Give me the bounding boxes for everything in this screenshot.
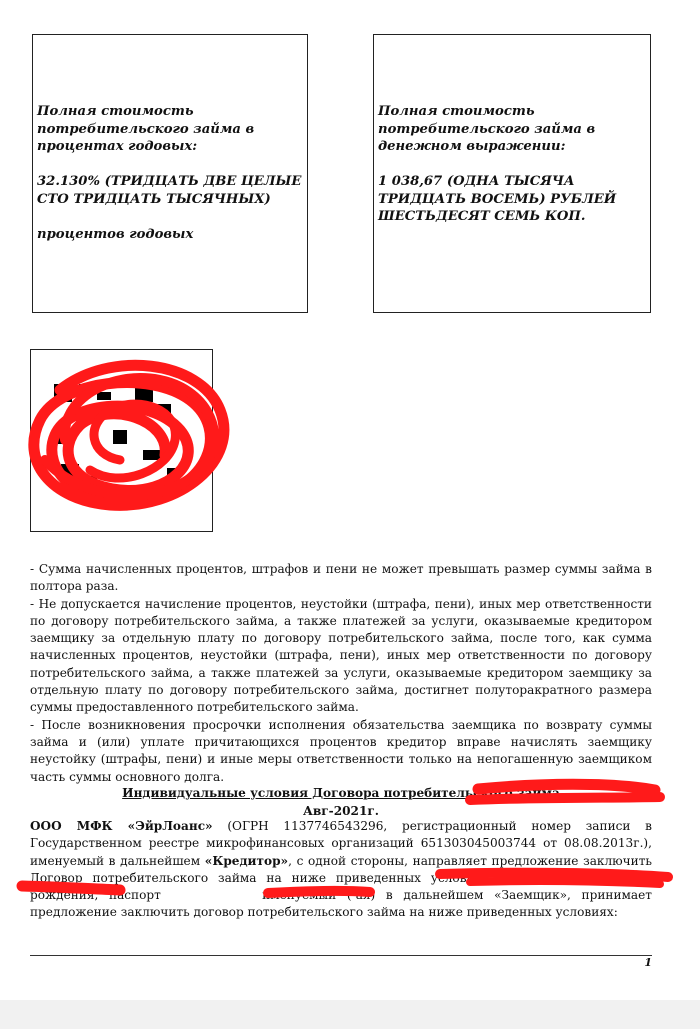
contract-title [30,784,652,820]
footer-divider [30,955,652,956]
cost-money-heading: Полная стоимость потребительского займа в денежном выражении: [378,104,596,154]
page-number: 1 [644,956,652,969]
intro-part3: рождения, паспорт [30,888,172,903]
contract-intro [30,818,652,922]
qr-code-image [17,364,200,547]
intro-part4: именуемый (-ая) в дальнейшем «Заемщик», принимает предложение заключить договор потребительского займа на ниже приведенных условиях: [30,888,652,920]
cost-percent-value: 32.130% (ТРИДЦАТЬ ДВЕ ЦЕЛЫЕ СТО ТРИДЦАТЬ ТЫСЯЧНЫХ) [37,174,302,207]
terms-block [30,561,652,786]
cost-money-value: 1 038,67 (ОДНА ТЫСЯЧА ТРИДЦАТЬ ВОСЕМЬ) РУБЛЕЙ ШЕСТЬДЕСЯТ СЕМЬ КОП. [378,174,617,224]
term-item: - Не допускается начисление процентов, неустойки (штрафа, пени), иных мер ответственности по договору потребительского займа, а также платежей за услуги, оказываемые кредитором заемщику за отдельную плату по договору потребительского займа, после того, как сумма начисленных процентов, неустойки (штрафа, пени), иных мер ответственности по договору потребительского займа, а также платежей за услуги, оказываемые кредитором заемщику за отдельную плату по договору потребительского займа, достигнет полуторакратного размера суммы предоставленного потребительского займа. [30,596,652,715]
cost-percent-box [32,34,308,313]
contract-title-line2: Авг-2021г. [303,804,379,818]
creditor-label: «Кредитор» [204,853,289,868]
contract-title-line1: Индивидуальные условия Договора потребительского займа [122,786,560,800]
cost-percent-heading: Полная стоимость потребительского займа в процентах годовых: [37,104,255,154]
cost-money-box [373,34,651,313]
company-name: ООО МФК «ЭйрЛоанс» [30,819,213,833]
term-item: - После возникновения просрочки исполнения обязательства заемщика по возврату суммы займа и (или) уплате причитающихся процентов кредитор вправе начислять заемщику неустойку (штрафы, пени) и иные меры ответственности только на непогашенную заемщиком часть суммы основного долга. [30,717,652,784]
cost-percent-unit: процентов годовых [37,226,194,242]
intro-part1: (ОГРН 1137746543296, регистрационный номер записи в Государственном реестре микрофинансовых организаций 651303045003744 от 08.08.2013г.), именуемый в дальнейшем [30,819,652,868]
intro-part2: , с одной стороны, направляет предложение заключить Договор потребительского займа на ниже приведенных условиях, а гр [30,853,653,885]
term-item: - Сумма начисленных процентов, штрафов и пени не может превышать размер суммы займа в полтора раза. [30,562,652,594]
viewer-background [0,1000,700,1029]
qr-code [30,349,213,532]
